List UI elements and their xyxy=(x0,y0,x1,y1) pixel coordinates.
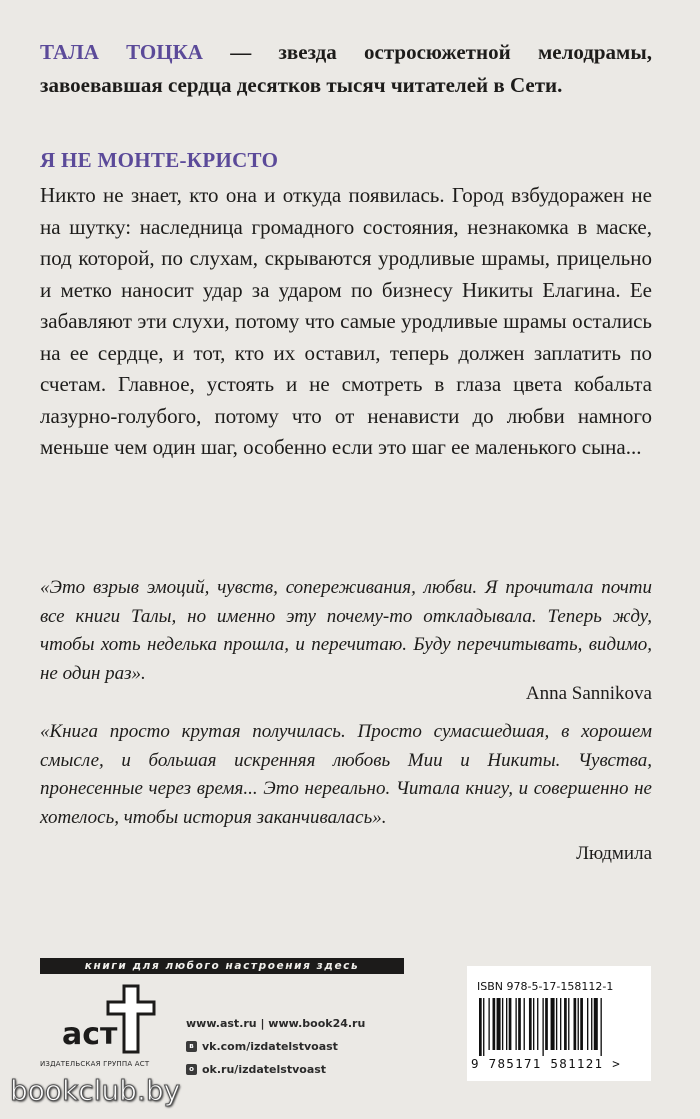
logo-text: аст xyxy=(62,1017,118,1052)
review-author: Anna Sannikova xyxy=(525,683,652,704)
synopsis-paragraph: Никто не знает, кто она и откуда появилась. Город взбудоражен не на шутку: наследница громадного состояния, незнакомка в маске, под которой, по слухам, скрываются уродливые шрамы, прицельно и метко наносит удар за ударом по бизнесу Никиты Елагина. Ее забавляют эти слухи, потому что самые уродливые шрамы остались на ее сердце, и тот, кто их оставил, теперь должен заплатить по счетам. Главное, устоять и не смотреть в глаза цвета кобальта лазурно-голубого, потому что от ненависти до любви намного меньше чем один шаг, особенно если это шаг ее маленького сына... xyxy=(40,183,652,459)
publisher-contacts xyxy=(186,1012,365,1081)
publisher-tagline: книги для любого настроения здесь xyxy=(40,958,404,974)
publisher-subtitle: ИЗДАТЕЛЬСКАЯ ГРУППА АСТ xyxy=(40,1060,150,1068)
vk-label: vk.com/izdatelstvoast xyxy=(202,1040,338,1053)
ast-logo-icon xyxy=(54,982,184,1062)
review-author: Людмила xyxy=(576,843,652,864)
author-name: ТАЛА ТОЦКА xyxy=(40,40,203,64)
watermark: bookclub.by xyxy=(10,1074,181,1107)
vk-link[interactable] xyxy=(186,1035,365,1058)
review-quote: «Это взрыв эмоций, чувств, сопереживания, любви. Я прочитала почти все книги Талы, но именно эту почему-то откладывала. Теперь жду, чтобы хоть неделька прошла, и перечитаю. Буду перечитывать, видимо, не один раз». xyxy=(40,577,652,684)
barcode-image xyxy=(477,998,645,1056)
isbn-label: ISBN 978-5-17-158112-1 xyxy=(477,980,614,993)
review-quote: «Книга просто крутая получилась. Просто сумасшедшая, в хорошем смысле, и большая искренняя любовь Мии и Никиты. Чувства, пронесенные через время... Это нереально. Читала книгу, и совершенно не хотелось, чтобы история заканчивалась». xyxy=(40,721,652,828)
barcode-panel xyxy=(467,966,651,1081)
book-title: Я НЕ МОНТЕ-КРИСТО xyxy=(40,148,279,172)
ok-link[interactable] xyxy=(186,1058,365,1081)
barcode-number: 9 785171 581121 > xyxy=(471,1056,622,1071)
intro-paragraph xyxy=(40,36,652,102)
web-links[interactable]: www.ast.ru | www.book24.ru xyxy=(186,1017,366,1030)
ok-icon: о xyxy=(186,1064,197,1075)
ok-label: ok.ru/izdatelstvoast xyxy=(202,1063,327,1076)
vk-icon: в xyxy=(186,1041,197,1052)
intro-text: — звезда остросюжетной мелодрамы, завоевавшая сердца десятков тысяч читателей в Сети. xyxy=(40,40,652,97)
